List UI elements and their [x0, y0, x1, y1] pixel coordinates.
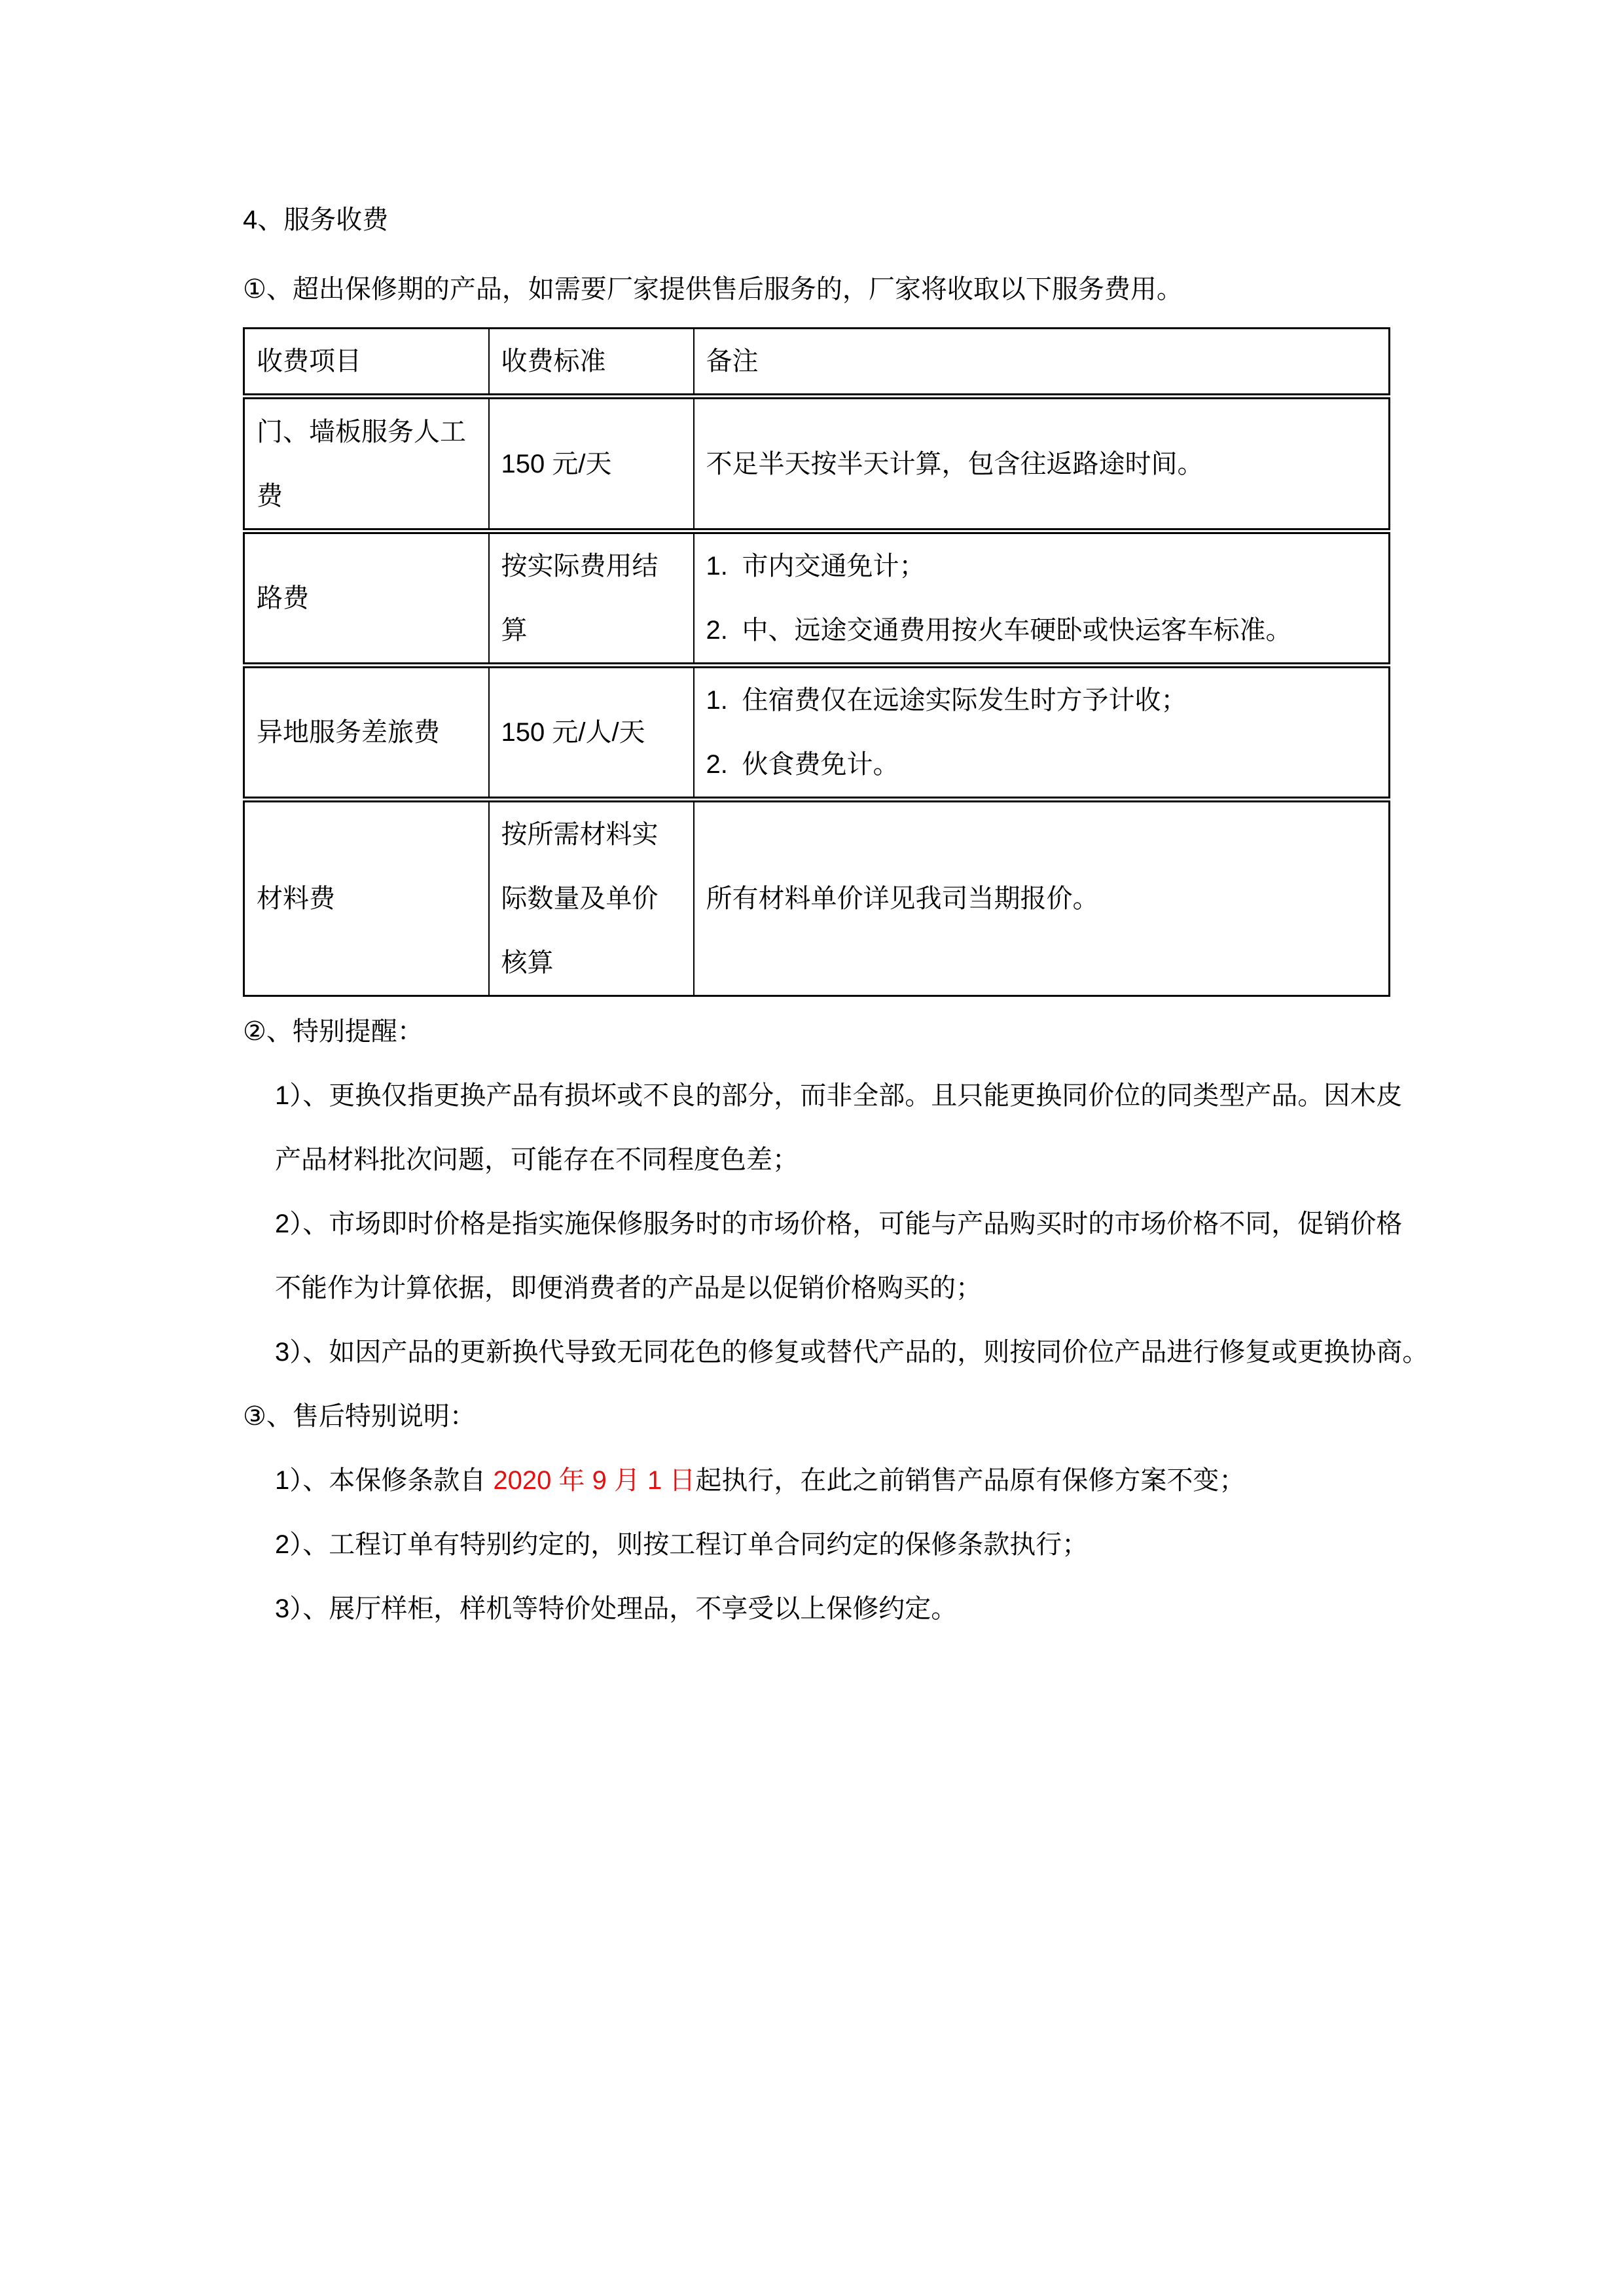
- fee-table-header: [244, 329, 1390, 397]
- paragraph-line: [275, 1448, 1394, 1513]
- section-title: 4、服务收费: [243, 206, 389, 234]
- remark-text: 住宿费仅在远途实际发生时方予计收；: [742, 686, 1187, 715]
- remark-number: 2.: [706, 616, 728, 645]
- cell-text-line: 材料费: [257, 884, 335, 913]
- cell-text-line: 路费: [257, 584, 309, 613]
- cell-text-line: 际数量及单价: [501, 884, 659, 913]
- cell-text-line: 异地服务差旅费: [257, 718, 440, 747]
- fee-item-cell: [244, 800, 489, 996]
- section-heading: ②、特别提醒：: [243, 1017, 424, 1046]
- fee-remark-cell: [694, 800, 1390, 996]
- notes-sections: [243, 999, 1429, 1641]
- remark-line: [706, 732, 1377, 797]
- column-header-fee-standard: 收费标准: [489, 329, 694, 397]
- table-row: [244, 800, 1390, 996]
- remark-text: 所有材料单价详见我司当期报价。: [706, 884, 1099, 913]
- paragraph-text: 起执行，在此之前销售产品原有保修方案不变；: [695, 1466, 1246, 1495]
- remark-line: [706, 534, 1377, 598]
- section-item: [243, 1192, 1403, 1320]
- fee-remark-cell: [694, 666, 1390, 800]
- fee-item-cell: [244, 666, 489, 800]
- table-row: [244, 531, 1390, 666]
- remark-line: [706, 432, 1377, 496]
- fee-standard-cell: [489, 397, 694, 531]
- cell-text-line: 按所需材料实: [501, 820, 659, 849]
- fee-item-cell: [244, 531, 489, 666]
- remark-line: [706, 668, 1377, 732]
- fee-standard-cell: [489, 800, 694, 996]
- cell-text-line: 150 元/天: [501, 449, 612, 478]
- intro-paragraph: ①、超出保修期的产品，如需要厂家提供售后服务的，厂家将收取以下服务费用。: [243, 275, 1183, 304]
- paragraph-line: 2）、工程订单有特别约定的，则按工程订单合同约定的保修条款执行；: [275, 1530, 1089, 1559]
- section-heading: ③、售后特别说明：: [243, 1402, 476, 1431]
- remark-number: 1.: [706, 686, 728, 715]
- header-row: [244, 329, 1390, 397]
- section-item: [243, 1448, 1394, 1513]
- fee-table: [243, 327, 1390, 997]
- remark-line: [706, 598, 1377, 662]
- cell-text-line: 算: [501, 616, 528, 645]
- section-item: [243, 1064, 1403, 1192]
- fee-standard-cell: [489, 666, 694, 800]
- remark-text: 伙食费免计。: [742, 750, 899, 779]
- effective-date-highlight: 2020 年 9 月 1 日: [493, 1466, 696, 1495]
- remark-number: 1.: [706, 552, 728, 581]
- section-item: [243, 1577, 1394, 1641]
- remark-text: 中、远途交通费用按火车硬卧或快运客车标准。: [742, 616, 1292, 645]
- fee-remark-cell: [694, 397, 1390, 531]
- fee-table-body: [244, 397, 1390, 996]
- section-item: [243, 1513, 1394, 1577]
- paragraph-line: 1）、更换仅指更换产品有损坏或不良的部分，而非全部。且只能更换同价位的同类型产品。因木皮: [275, 1081, 1403, 1110]
- paragraph-line: 3）、如因产品的更新换代导致无同花色的修复或替代产品的，则按同价位产品进行修复或更换协商。: [275, 1338, 1429, 1367]
- fee-item-cell: [244, 397, 489, 531]
- paragraph-line: 产品材料批次问题，可能存在不同程度色差；: [275, 1145, 799, 1174]
- fee-remark-cell: [694, 531, 1390, 666]
- paragraph-line: 不能作为计算依据，即便消费者的产品是以促销价格购买的；: [275, 1274, 982, 1302]
- table-row: [244, 666, 1390, 800]
- remark-number: 2.: [706, 750, 728, 779]
- column-header-fee-item: 收费项目: [244, 329, 489, 397]
- document-content: [243, 188, 1429, 1641]
- fee-standard-cell: [489, 531, 694, 666]
- paragraph-line: 2）、市场即时价格是指实施保修服务时的市场价格，可能与产品购买时的市场价格不同，促销价格: [275, 1210, 1403, 1238]
- paragraph-line: 3）、展厅样柜，样机等特价处理品，不享受以上保修约定。: [275, 1594, 958, 1623]
- section-item: [243, 1320, 1429, 1384]
- remark-text: 市内交通免计；: [742, 552, 926, 581]
- cell-text-line: 门、墙板服务人工: [257, 417, 466, 446]
- cell-text-line: 费: [257, 481, 283, 511]
- column-header-remark: 备注: [694, 329, 1390, 397]
- remark-line: [706, 867, 1377, 931]
- cell-text-line: 按实际费用结: [501, 552, 659, 581]
- cell-text-line: 150 元/人/天: [501, 718, 645, 747]
- paragraph-text: 1）、本保修条款自: [275, 1466, 494, 1495]
- table-row: [244, 397, 1390, 531]
- cell-text-line: 核算: [501, 948, 554, 977]
- remark-text: 不足半天按半天计算，包含往返路途时间。: [706, 449, 1204, 478]
